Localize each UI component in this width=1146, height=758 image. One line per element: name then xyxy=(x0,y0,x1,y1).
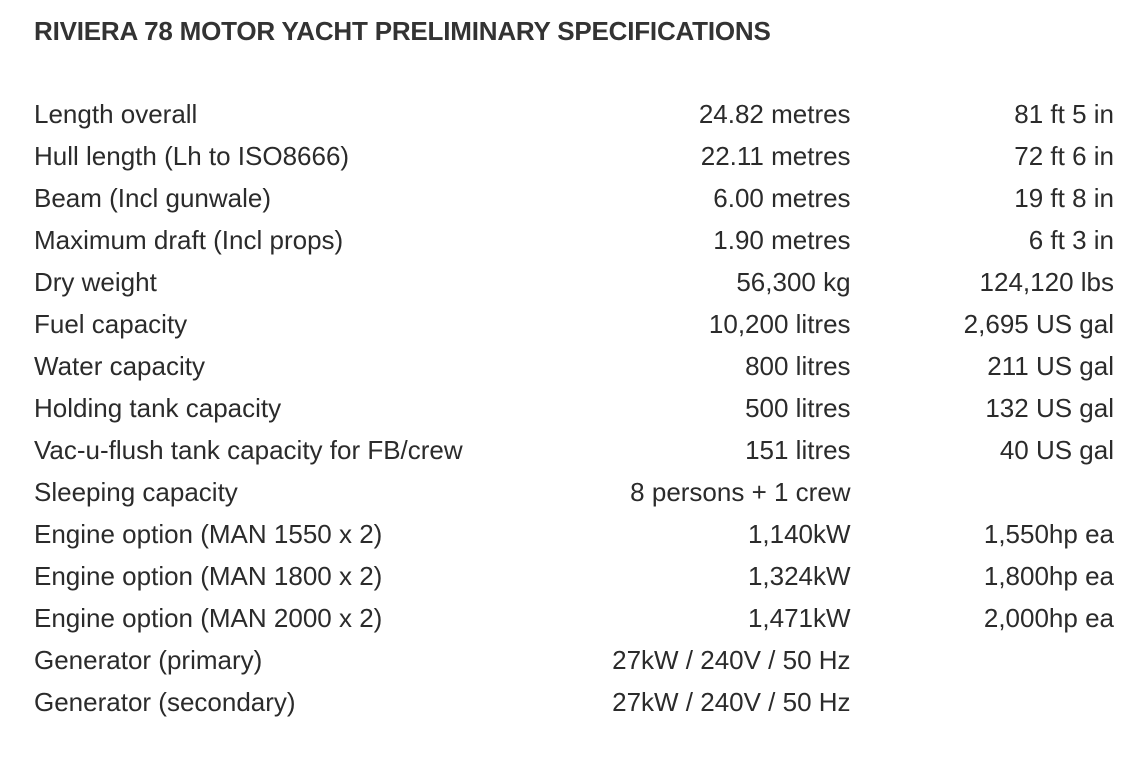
page-title: RIVIERA 78 MOTOR YACHT PRELIMINARY SPECIFICATIONS xyxy=(34,16,771,46)
spec-imperial-value: 6 ft 3 in xyxy=(1028,225,1114,255)
spec-metric-value: 22.11 metres xyxy=(700,141,851,171)
table-row xyxy=(34,345,1114,387)
spec-label: Water capacity xyxy=(34,351,205,381)
spec-metric-value: 6.00 metres xyxy=(713,183,851,213)
table-row xyxy=(34,471,1114,513)
column-gap xyxy=(851,303,877,345)
spec-metric-value: 1.90 metres xyxy=(713,225,851,255)
spec-label: Generator (secondary) xyxy=(34,687,296,717)
spec-label: Hull length (Lh to ISO8666) xyxy=(34,141,350,171)
spec-imperial-value: 1,550hp ea xyxy=(983,519,1114,549)
column-gap xyxy=(851,513,877,555)
column-gap xyxy=(851,639,877,681)
spec-imperial-value: 2,000hp ea xyxy=(983,603,1114,633)
spec-metric-value: 500 litres xyxy=(745,393,851,423)
spec-imperial-value: 124,120 lbs xyxy=(979,267,1114,297)
table-row xyxy=(34,681,1114,723)
spec-imperial-value: 2,695 US gal xyxy=(963,309,1114,339)
table-row xyxy=(34,639,1114,681)
table-row xyxy=(34,135,1114,177)
spec-metric-value: 1,324kW xyxy=(747,561,851,591)
column-gap xyxy=(851,471,877,513)
column-gap xyxy=(851,345,877,387)
spec-label: Maximum draft (Incl props) xyxy=(34,225,344,255)
column-gap xyxy=(851,177,877,219)
spec-metric-value: 1,471kW xyxy=(747,603,851,633)
spec-metric-value: 27kW / 240V / 50 Hz xyxy=(612,645,851,675)
spec-label: Generator (primary) xyxy=(34,645,263,675)
column-gap xyxy=(851,597,877,639)
column-gap xyxy=(851,219,877,261)
spec-metric-value: 800 litres xyxy=(745,351,851,381)
table-row xyxy=(34,261,1114,303)
spec-imperial-value: 211 US gal xyxy=(987,351,1114,381)
table-row xyxy=(34,93,1114,135)
spec-metric-value: 1,140kW xyxy=(747,519,851,549)
spec-imperial-value: 132 US gal xyxy=(985,393,1114,423)
spec-metric-value: 24.82 metres xyxy=(698,99,851,129)
column-gap xyxy=(851,261,877,303)
table-row xyxy=(34,219,1114,261)
column-gap xyxy=(851,387,877,429)
spec-imperial-value: 81 ft 5 in xyxy=(1014,99,1114,129)
spec-metric-value: 10,200 litres xyxy=(708,309,851,339)
spec-metric-value: 151 litres xyxy=(745,435,851,465)
spec-imperial-value xyxy=(877,471,1114,513)
table-row xyxy=(34,303,1114,345)
spec-metric-value: 27kW / 240V / 50 Hz xyxy=(612,687,851,717)
table-row xyxy=(34,387,1114,429)
column-gap xyxy=(851,555,877,597)
spec-label: Sleeping capacity xyxy=(34,477,238,507)
table-row xyxy=(34,513,1114,555)
column-gap xyxy=(851,681,877,723)
spec-label: Dry weight xyxy=(34,267,157,297)
table-row xyxy=(34,177,1114,219)
spec-imperial-value xyxy=(877,639,1114,681)
spec-imperial-value xyxy=(877,681,1114,723)
spec-metric-value: 8 persons + 1 crew xyxy=(630,477,851,507)
column-gap xyxy=(851,429,877,471)
table-row xyxy=(34,555,1114,597)
spec-imperial-value: 72 ft 6 in xyxy=(1014,141,1114,171)
spec-label: Engine option (MAN 1800 x 2) xyxy=(34,561,383,591)
column-gap xyxy=(851,93,877,135)
spec-label: Engine option (MAN 2000 x 2) xyxy=(34,603,383,633)
spec-label: Fuel capacity xyxy=(34,309,188,339)
spec-label: Length overall xyxy=(34,99,198,129)
specifications-table-body xyxy=(34,93,1114,723)
table-row xyxy=(34,429,1114,471)
spec-metric-value: 56,300 kg xyxy=(736,267,851,297)
spec-label: Beam (Incl gunwale) xyxy=(34,183,271,213)
spec-label: Vac-u-flush tank capacity for FB/crew xyxy=(34,435,463,465)
specifications-table xyxy=(34,93,1114,723)
spec-label: Holding tank capacity xyxy=(34,393,282,423)
column-gap xyxy=(851,135,877,177)
spec-imperial-value: 19 ft 8 in xyxy=(1014,183,1114,213)
table-row xyxy=(34,597,1114,639)
spec-imperial-value: 1,800hp ea xyxy=(983,561,1114,591)
spec-label: Engine option (MAN 1550 x 2) xyxy=(34,519,383,549)
spec-imperial-value: 40 US gal xyxy=(999,435,1114,465)
